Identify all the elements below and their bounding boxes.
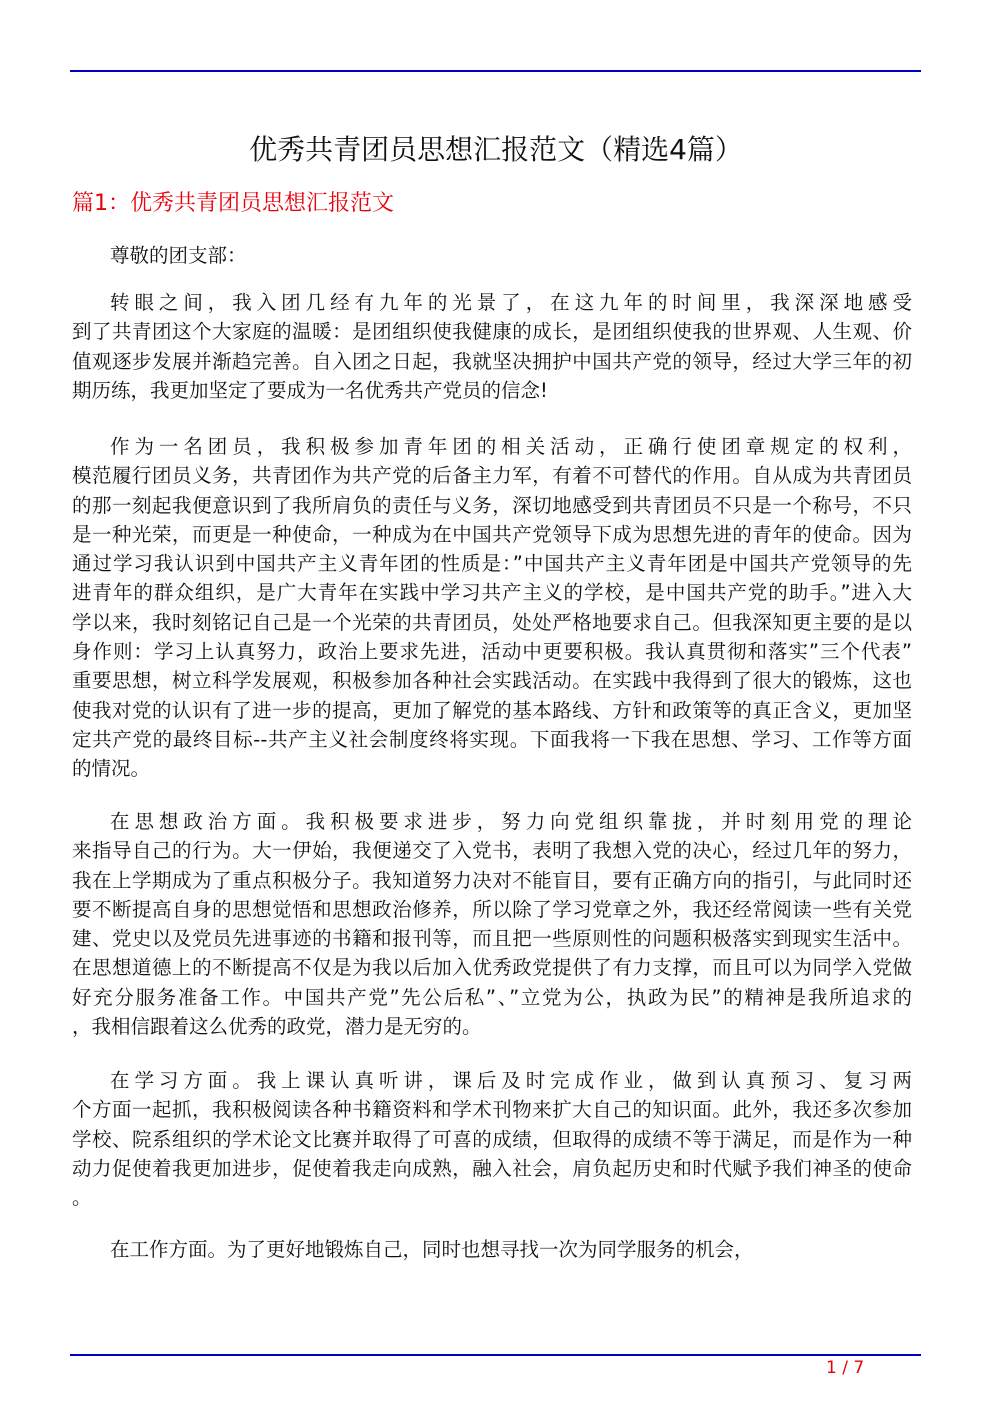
paragraph-line: 的那一刻起我便意识到了我所肩负的责任与义务，深切地感受到共青团员不只是一个称号，不只	[72, 493, 912, 517]
paragraph-line: 进青年的群众组织，是广大青年在实践中学习共产主义的学校，是中国共产党的助手。”进入大	[72, 581, 912, 605]
paragraph-line: 在思想政治方面。我积极要求进步，努力向党组织靠拢，并时刻用党的理论	[110, 810, 912, 833]
paragraph-line: 在工作方面。为了更好地锻炼自己，同时也想寻找一次为同学服务的机会，	[110, 1238, 754, 1261]
paragraph-line: 动力促使着我更加进步，促使着我走向成熟，融入社会，肩负起历史和时代赋予我们神圣的使命	[72, 1156, 912, 1180]
paragraph-line: 学校、院系组织的学术论文比赛并取得了可喜的成绩，但取得的成绩不等于满足，而是作为一种	[72, 1127, 912, 1151]
salutation: 尊敬的团支部：	[110, 244, 247, 267]
paragraph	[72, 288, 912, 405]
paragraph-line: 值观逐步发展并渐趋完善。自入团之日起，我就坚决拥护中国共产党的领导，经过大学三年的初	[72, 349, 912, 373]
paragraph-line: 在思想道德上的不断提高不仅是为我以后加入优秀政党提供了有力支撑，而且可以为同学入党做	[72, 956, 912, 980]
paragraph-line: ，我相信跟着这么优秀的政党，潜力是无穷的。	[72, 1015, 482, 1039]
paragraph-line: 作为一名团员，我积极参加青年团的相关活动，正确行使团章规定的权利，	[110, 435, 912, 458]
paragraph-line: 我在上学期成为了重点积极分子。我知道努力决对不能盲目，要有正确方向的指引，与此同时还	[72, 868, 912, 892]
paragraph	[72, 1235, 912, 1264]
section-heading: 篇1：优秀共青团员思想汇报范文	[72, 191, 394, 216]
paragraph-line: 重要思想，树立科学发展观，积极参加各种社会实践活动。在实践中我得到了很大的锻炼，这也	[72, 669, 912, 693]
paragraph-line: 学以来，我时刻铭记自己是一个光荣的共青团员，处处严格地要求自己。但我深知更主要的是以	[72, 610, 912, 634]
paragraph	[72, 432, 912, 784]
paragraph-line: 通过学习我认识到中国共产主义青年团的性质是：”中国共产主义青年团是中国共产党领导的先	[72, 552, 912, 576]
paragraph	[72, 807, 912, 1041]
document-title: 优秀共青团员思想汇报范文（精选4篇）	[249, 133, 743, 166]
paragraph-line: 身作则：学习上认真努力，政治上要求先进，活动中更要积极。我认真贯彻和落实”三个代表”	[72, 640, 912, 664]
paragraph-line: 模范履行团员义务，共青团作为共产党的后备主力军，有着不可替代的作用。自从成为共青团员	[72, 464, 912, 488]
paragraph-line: 到了共青团这个大家庭的温暖：是团组织使我健康的成长，是团组织使我的世界观、人生观、价	[72, 320, 912, 344]
paragraph-line: 个方面一起抓，我积极阅读各种书籍资料和学术刊物来扩大自己的知识面。此外，我还多次参加	[72, 1098, 912, 1122]
paragraph-line: 定共产党的最终目标--共产主义社会制度终将实现。下面我将一下我在思想、学习、工作等方面	[72, 727, 912, 751]
header-rule	[70, 70, 921, 72]
paragraph-line: 在学习方面。我上课认真听讲，课后及时完成作业，做到认真预习、复习两	[110, 1069, 912, 1092]
paragraph-line: 要不断提高自身的思想觉悟和思想政治修养，所以除了学习党章之外，我还经常阅读一些有关党	[72, 897, 912, 921]
paragraph-line: 使我对党的认识有了进一步的提高，更加了解党的基本路线、方针和政策等的真正含义，更加坚	[72, 698, 912, 722]
paragraph-line: 期历练，我更加坚定了要成为一名优秀共产党员的信念!	[72, 378, 548, 402]
footer-rule	[70, 1354, 921, 1356]
paragraph	[72, 1066, 912, 1212]
salutation-paragraph	[72, 241, 912, 270]
paragraph-line: 好充分服务准备工作。中国共产党”先公后私”、”立党为公，执政为民”的精神是我所追求的	[72, 985, 912, 1009]
paragraph-line: 转眼之间，我入团几经有九年的光景了，在这九年的时间里，我深深地感受	[110, 291, 912, 314]
paragraph-line: 来指导自己的行为。大一伊始，我便递交了入党书，表明了我想入党的决心，经过几年的努力，	[72, 839, 912, 863]
paragraph-line: 建、党史以及党员先进事迹的书籍和报刊等，而且把一些原则性的问题积极落实到现实生活中。	[72, 927, 912, 951]
page-number: 1 / 7	[826, 1358, 865, 1378]
paragraph-line: 。	[72, 1186, 92, 1210]
paragraph-line: 是一种光荣，而更是一种使命，一种成为在中国共产党领导下成为思想先进的青年的使命。因为	[72, 522, 912, 546]
paragraph-line: 的情况。	[72, 757, 151, 781]
